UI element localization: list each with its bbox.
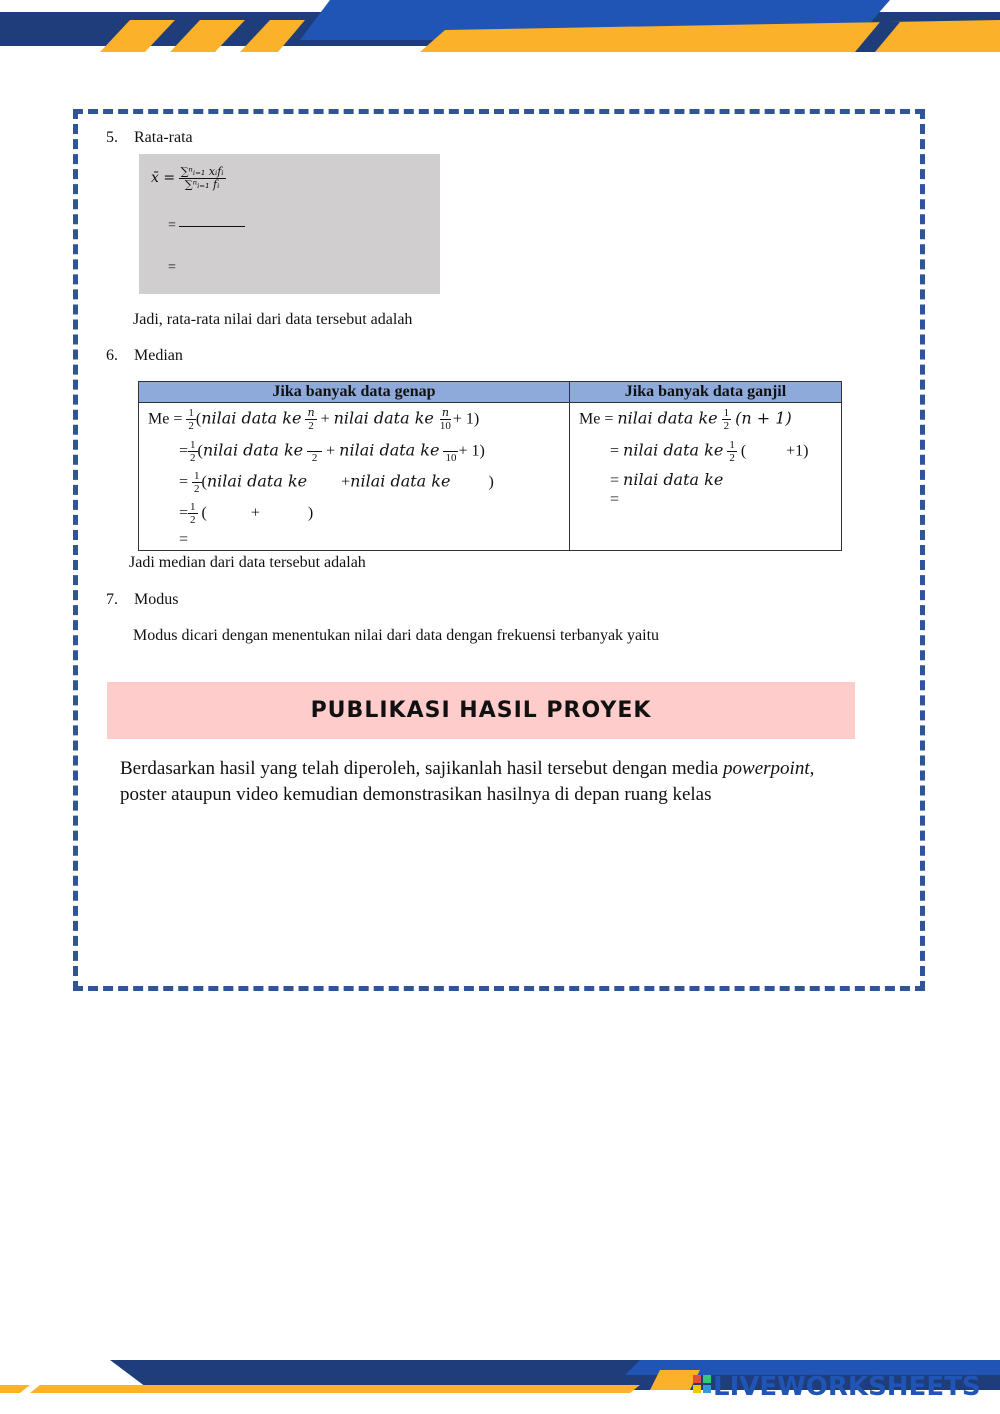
odd-line-1: Me = nilai data ke $\frac{1}{2}$ (n + 1) — [579, 407, 792, 433]
median-even-cell — [139, 403, 570, 551]
even-line-2: = $\frac{1}{2}$ (nilai data ke 2 + nilai data ke 10 + 1) — [179, 439, 485, 465]
publication-heading: PUBLIKASI HASIL PROYEK — [310, 698, 652, 723]
mean-line-2: = — [168, 218, 176, 233]
item-7-title: 7. Modus — [106, 591, 179, 608]
mean-fraction-blank[interactable] — [179, 226, 245, 227]
even-line-5: = — [179, 531, 189, 548]
item-6-title: 6. Median — [106, 347, 183, 364]
watermark-text: LIVEWORKSHEETS — [713, 1372, 981, 1402]
even-blank-fraction-2[interactable]: 10 — [443, 439, 458, 464]
top-banner — [0, 0, 1000, 60]
even-line-3: = $\frac{1}{2}$ (nilai data ke +nilai data ke ) — [179, 470, 494, 496]
median-odd-cell — [570, 403, 842, 551]
odd-line-2: = nilai data ke $\frac{1}{2}$ ( +1) — [610, 439, 809, 465]
odd-line-3: = nilai data ke — [610, 470, 724, 489]
even-line-1: Me = $\frac{1}{2}$ (nilai data ke $\frac{n}{2}$ + nilai data ke $\frac{n}{10}$ + 1) — [148, 406, 480, 433]
publication-text: Berdasarkan hasil yang telah diperoleh, sajikanlah hasil tersebut dengan media powerpoint, poster ataupun video kemudian demonstrasikan hasilnya di depan ruang kelas — [120, 758, 815, 805]
median-table-row — [139, 403, 842, 551]
median-table-header — [139, 382, 842, 403]
odd-line-4: = — [610, 491, 620, 508]
mean-formula-box — [139, 154, 440, 294]
median-conclusion: Jadi median dari data tersebut adalah — [129, 554, 366, 571]
bottom-banner — [0, 1355, 1000, 1414]
even-blank-fraction-1[interactable]: 2 — [307, 439, 322, 464]
mean-line-3: = — [168, 260, 176, 275]
item-5-title: 5. Rata-rata — [106, 129, 193, 146]
mean-conclusion: Jadi, rata-rata nilai dari data tersebut adalah — [133, 311, 413, 328]
modus-text: Modus dicari dengan menentukan nilai dari data dengan frekuensi terbanyak yaitu — [133, 627, 660, 644]
median-table — [138, 381, 842, 551]
even-line-4: = $\frac{1}{2}$ ( + ) — [179, 501, 314, 527]
header-odd: Jika banyak data ganjil — [570, 382, 842, 403]
mean-formula: x̄ = $\frac{\text{∑ⁿᵢ₌₁ xᵢfᵢ}}{\text{∑ⁿᵢ₌₁ fᵢ}}$ — [151, 165, 224, 192]
header-even: Jika banyak data genap — [139, 382, 570, 403]
mean-fraction: $\frac{\text{∑ⁿᵢ₌₁ xᵢfᵢ}}{\text{∑ⁿᵢ₌₁ fᵢ}}$ — [180, 165, 224, 192]
publication-heading-bar — [107, 682, 855, 739]
